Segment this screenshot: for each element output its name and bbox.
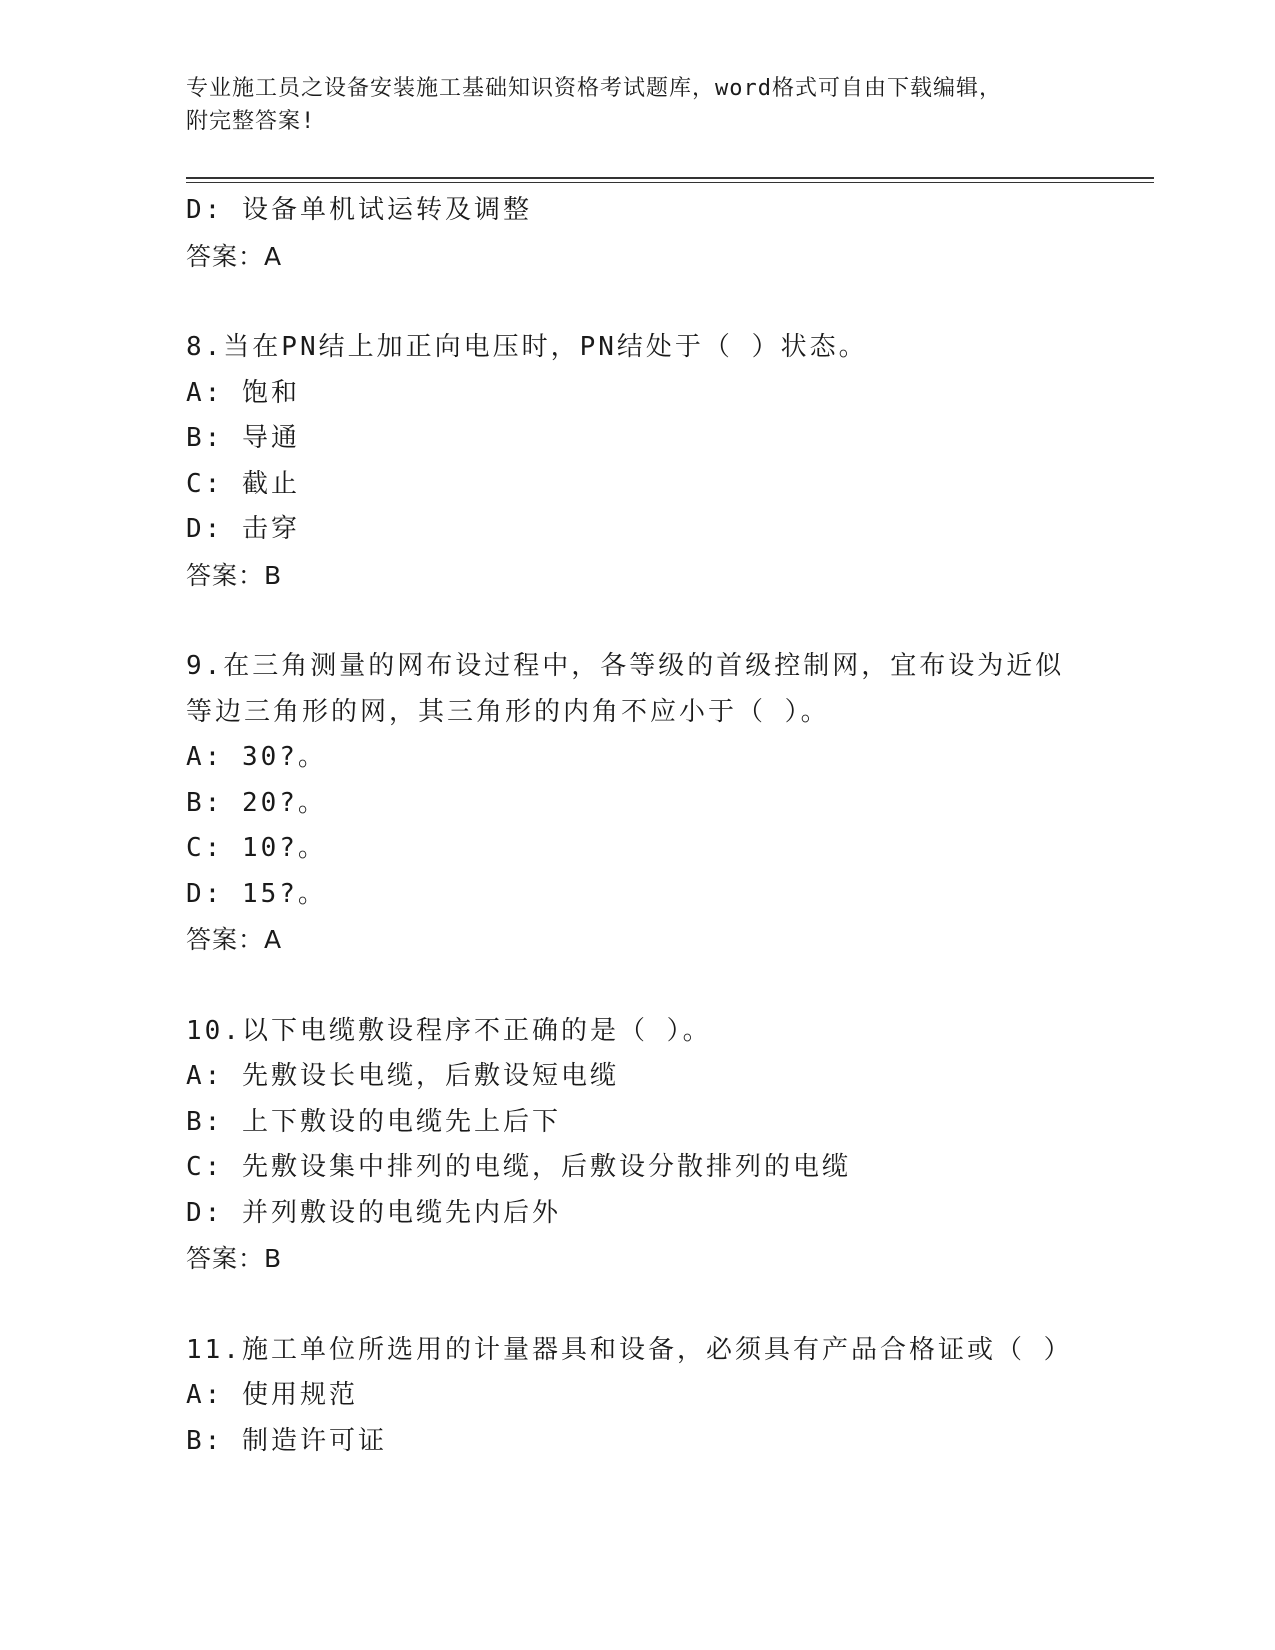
question-stem: 8.当在PN结上加正向电压时，PN结处于（ ）状态。 xyxy=(186,332,868,362)
question-stem-line-1: 9.在三角测量的网布设过程中，各等级的首级控制网，宜布设为近似 xyxy=(186,651,1065,681)
header-divider-thick xyxy=(186,177,1154,179)
option-b: B: 制造许可证 xyxy=(186,1425,387,1456)
header-divider-thin xyxy=(186,182,1154,183)
question-list xyxy=(186,188,1146,1464)
question-stem: 10.以下电缆敷设程序不正确的是（ ）。 xyxy=(186,1015,712,1046)
option-c: C: 10?。 xyxy=(186,833,327,863)
option-c: C: 截止 xyxy=(186,468,300,499)
question-stem-line-2: 等边三角形的网，其三角形的内角不应小于（ ）。 xyxy=(186,696,830,727)
option-c: C: 先敷设集中排列的电缆，后敷设分散排列的电缆 xyxy=(186,1152,851,1182)
option-b: B: 上下敷设的电缆先上后下 xyxy=(186,1106,561,1137)
question-8 xyxy=(186,325,1146,598)
option-a: A: 使用规范 xyxy=(186,1380,358,1410)
question-11 xyxy=(186,1328,1146,1465)
question-stem: 11.施工单位所选用的计量器具和设备，必须具有产品合格证或（ ） xyxy=(186,1334,1073,1365)
spacer xyxy=(186,279,1146,325)
option-d: D: 15?。 xyxy=(186,878,327,909)
option-b: B: 20?。 xyxy=(186,787,327,818)
answer-line: 答案：A xyxy=(186,241,283,271)
header-line-2: 附完整答案! xyxy=(186,109,316,134)
option-a: A: 30?。 xyxy=(186,742,327,772)
answer-line: 答案：A xyxy=(186,925,283,954)
question-9 xyxy=(186,644,1146,963)
previous-question-tail xyxy=(186,188,1146,279)
spacer xyxy=(186,1282,1146,1328)
option-d: D: 设备单机试运转及调整 xyxy=(186,195,532,225)
question-10 xyxy=(186,1009,1146,1282)
document-header xyxy=(186,72,1086,138)
option-b: B: 导通 xyxy=(186,423,300,453)
header-line-1: 专业施工员之设备安装施工基础知识资格考试题库，word格式可自由下载编辑， xyxy=(186,76,1002,101)
spacer xyxy=(186,963,1146,1009)
option-d: D: 并列敷设的电缆先内后外 xyxy=(186,1197,561,1228)
option-a: A: 饱和 xyxy=(186,377,300,408)
answer-line: 答案：B xyxy=(186,1244,283,1273)
option-a: A: 先敷设长电缆，后敷设短电缆 xyxy=(186,1061,619,1091)
answer-line: 答案：B xyxy=(186,560,283,590)
option-d: D: 击穿 xyxy=(186,514,300,544)
spacer xyxy=(186,598,1146,644)
